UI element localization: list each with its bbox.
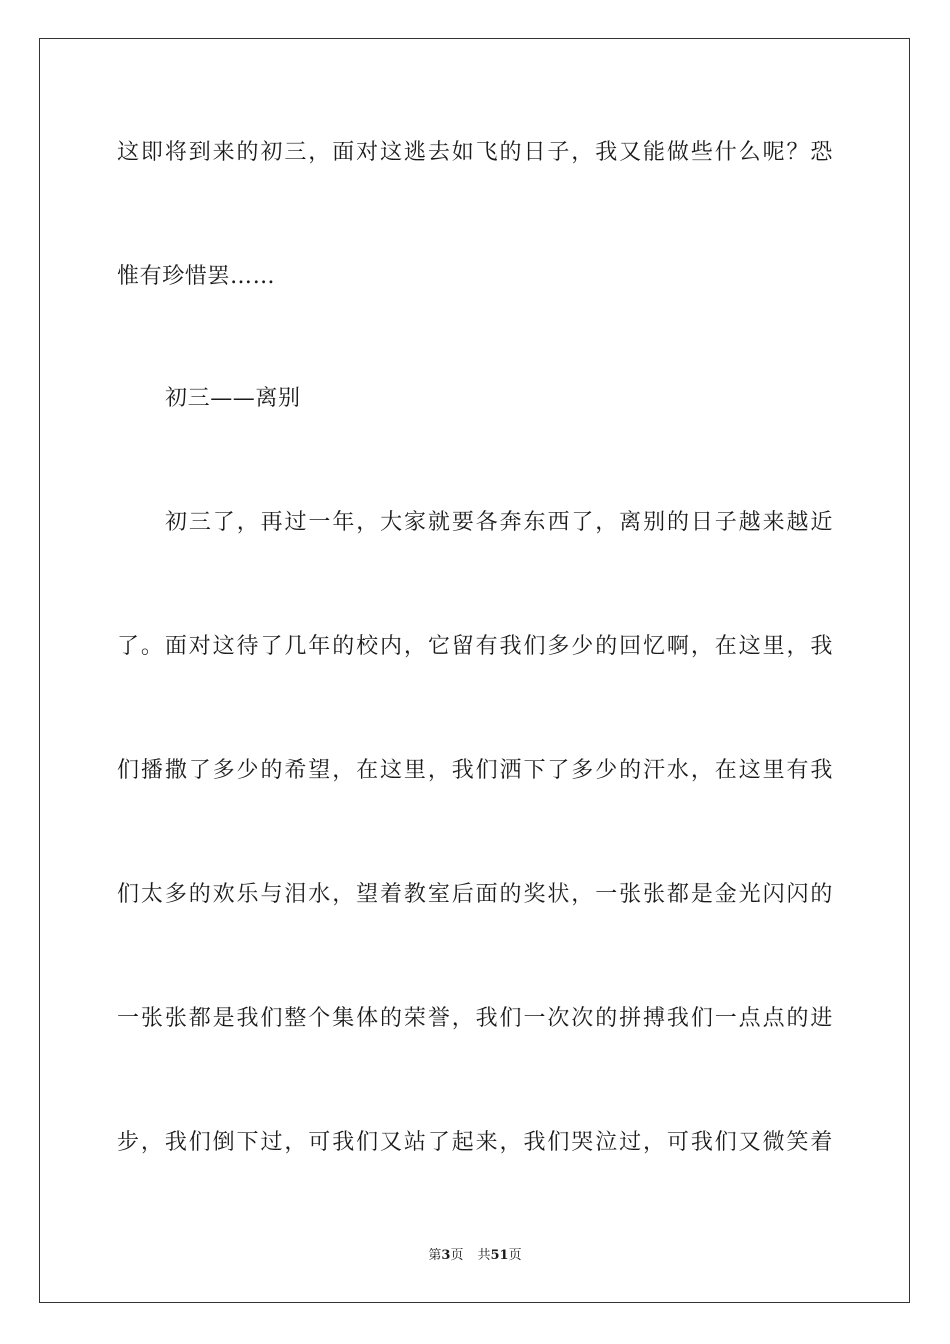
paragraph-line-8: 步，我们倒下过，可我们又站了起来，我们哭泣过，可我们又微笑着 — [117, 1130, 833, 1155]
paragraph-line-4: 了。面对这待了几年的校内，它留有我们多少的回忆啊，在这里，我 — [117, 634, 833, 659]
total-pages: 51 — [490, 1248, 509, 1263]
page-suffix: 页 — [450, 1248, 464, 1263]
paragraph-line-7: 一张张都是我们整个集体的荣誉，我们一次次的拼搏我们一点点的进 — [117, 1006, 833, 1031]
total-suffix: 页 — [508, 1248, 522, 1263]
page-footer — [0, 1248, 950, 1264]
page-frame — [39, 38, 910, 1303]
paragraph-line-5: 们播撒了多少的希望，在这里，我们洒下了多少的汗水，在这里有我 — [117, 758, 833, 783]
paragraph-line-3: 初三了，再过一年，大家就要各奔东西了，离别的日子越来越近 — [165, 510, 833, 535]
paragraph-line-2: 惟有珍惜罢…… — [117, 264, 276, 289]
page-prefix: 第 — [428, 1248, 442, 1263]
page-number: 3 — [441, 1248, 451, 1263]
section-heading: 初三——离别 — [165, 386, 301, 411]
total-prefix: 共 — [477, 1248, 491, 1263]
paragraph-line-1: 这即将到来的初三，面对这逃去如飞的日子，我又能做些什么呢？恐 — [117, 140, 833, 165]
paragraph-line-6: 们太多的欢乐与泪水，望着教室后面的奖状，一张张都是金光闪闪的 — [117, 882, 833, 907]
